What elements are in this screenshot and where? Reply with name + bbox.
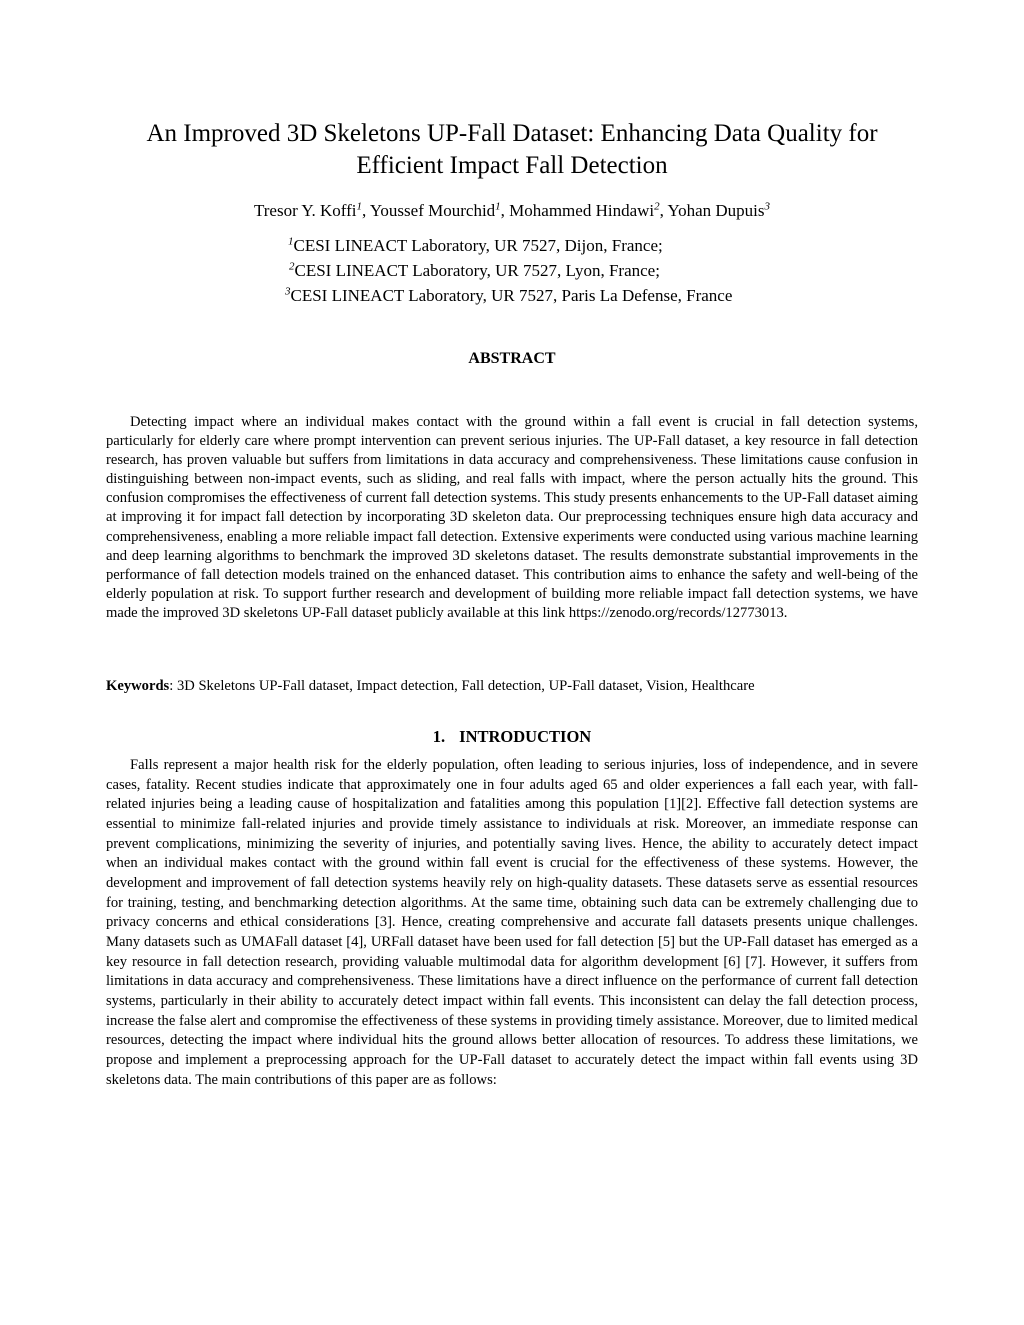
abstract-heading: ABSTRACT	[468, 350, 556, 367]
affiliation-mark: 2	[289, 260, 295, 273]
section-number: 1.	[432, 727, 446, 746]
title-line-2: Efficient Impact Fall Detection	[356, 152, 668, 179]
author-affil-mark: 1	[495, 200, 501, 213]
author-separator: ,	[659, 201, 668, 220]
affiliation-text: CESI LINEACT Laboratory, UR 7527, Dijon, France;	[293, 236, 663, 255]
author-separator: ,	[361, 201, 370, 220]
introduction-body: Falls represent a major health risk for the elderly population, often leading to serious injuries, loss of independence, and in severe cases, fatality. Recent studies indicate that approximately one in four adults aged 65 and older experiences a fall each year, with fall-related injuries being a leading cause of hospitalization and fatalities among this population [1][2]. Effective fall detection systems are essential to minimize fall-related injuries and provide timely assistance to individuals at risk. Moreover, an immediate response can prevent complications, minimizing the severity of injuries, and potentially saving lives. Hence, the ability to accurately detect impact when an individual makes contact with the ground within fall event is crucial for the effectiveness of these systems. However, the development and improvement of fall detection systems heavily rely on high-quality datasets. These datasets serve as essential resources for training, testing, and benchmarking detection algorithms. At the same time, obtaining such data can be extremely challenging due to privacy concerns and ethical considerations [3]. Hence, creating comprehensive and accurate fall datasets presents unique challenges. Many datasets such as UMAFall dataset [4], URFall dataset have been used for fall detection [5] but the UP-Fall dataset has emerged as a key resource in fall detection research, providing valuable multimodal data for algorithm development [6] [7]. However, it suffers from limitations in data accuracy and comprehensiveness. These limitations have a direct influence on the performance of current fall detection systems, particularly in their ability to accurately detect impact within fall events. This inconsistent can delay the fall detection process, increase the false alert and compromise the effectiveness of these systems in providing timely assistance. Moreover, due to limited medical resources, detecting the impact where individual hits the ground allows better allocation of resources. To address these limitations, we propose and implement a preprocessing approach for the UP-Fall dataset to accurately detect the impact within fall events using 3D skeletons data. The main contributions of this paper are as follows:	[106, 757, 918, 1088]
author-affil-mark: 2	[654, 200, 660, 213]
author-affil-mark: 3	[764, 200, 770, 213]
affiliation-list	[230, 233, 830, 308]
author-list	[100, 199, 924, 223]
affiliation-mark: 3	[285, 285, 291, 298]
affiliation	[230, 233, 830, 258]
affiliation-mark: 1	[288, 235, 294, 248]
author-affil-mark: 1	[356, 200, 362, 213]
affiliation-text: CESI LINEACT Laboratory, UR 7527, Lyon, France;	[294, 261, 660, 280]
title-line-1: An Improved 3D Skeletons UP-Fall Dataset: Enhancing Data Quality for	[146, 120, 878, 147]
abstract-body: Detecting impact where an individual makes contact with the ground within a fall event is crucial in fall detection systems, particularly for elderly care where prompt intervention can prevent serious injuries. The UP-Fall dataset, a key resource in fall detection research, has proven valuable but suffers from limitations in data accuracy and comprehensiveness. These limitations cause confusion in distinguishing between non-impact events, such as sliding, and real falls with impact, where the person actually hits the ground. This confusion compromises the effectiveness of current fall detection systems. This study presents enhancements to the UP-Fall dataset aiming at improving it for impact fall detection by incorporating 3D skeleton data. Our preprocessing techniques ensure high data accuracy and comprehensiveness, enabling a more reliable impact fall detection. Extensive experiments were conducted using various machine learning and deep learning algorithms to benchmark the improved 3D skeletons dataset. The results demonstrate substantial improvements in the performance of fall detection models trained on the enhanced dataset. This contribution aims to enhance the safety and well-being of the elderly population at risk. To support further research and development of building more reliable impact fall detection systems, we have made the improved 3D skeletons UP-Fall dataset publicly available at this link https://zenodo.org/records/12773013.	[106, 414, 918, 621]
affiliation	[230, 258, 830, 283]
section-heading-introduction	[100, 727, 924, 747]
affiliation-text: CESI LINEACT Laboratory, UR 7527, Paris La Defense, France	[290, 286, 733, 305]
author-name: Youssef Mourchid	[369, 201, 496, 220]
keywords-text: : 3D Skeletons UP-Fall dataset, Impact detection, Fall detection, UP-Fall dataset, Vision, Healthcare	[169, 678, 755, 694]
affiliation	[230, 283, 830, 308]
author-name: Mohammed Hindawi	[509, 201, 655, 220]
author-separator: ,	[500, 201, 510, 220]
keywords-line	[106, 677, 918, 696]
section-title: INTRODUCTION	[459, 727, 592, 746]
author-name: Tresor Y. Koffi	[253, 201, 357, 220]
keywords-label: Keywords	[106, 678, 170, 694]
author-name: Yohan Dupuis	[667, 201, 765, 220]
paper-title	[100, 118, 924, 182]
